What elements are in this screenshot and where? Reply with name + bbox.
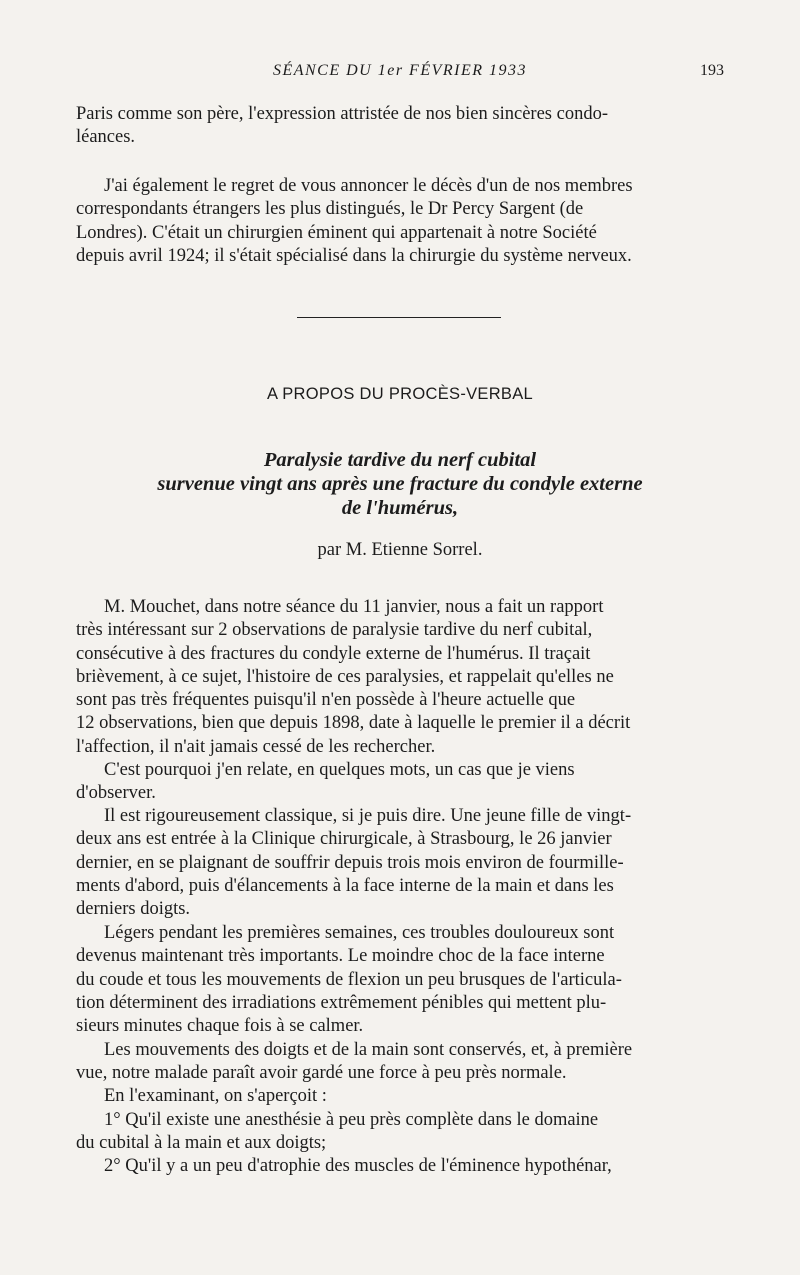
text-line: devenus maintenant très importants. Le moindre choc de la face interne: [76, 946, 605, 967]
body-paragraph: [76, 1109, 723, 1156]
text-line: du coude et tous les mouvements de flexion un peu brusques de l'articula-: [76, 969, 622, 990]
text-line: 12 observations, bien que depuis 1898, date à laquelle le premier il a décrit: [76, 713, 631, 734]
body-paragraph: [76, 805, 723, 921]
running-head: [76, 62, 724, 86]
text-line: tion déterminent des irradiations extrêmement pénibles qui mettent plu-: [76, 992, 607, 1013]
intro-paragraph: [76, 175, 723, 268]
text-line: ments d'abord, puis d'élancements à la face interne de la main et dans les: [76, 875, 614, 896]
intro-paragraph: [76, 103, 723, 150]
article-title: [76, 448, 724, 520]
text-line: Il est rigoureusement classique, si je puis dire. Une jeune fille de vingt-: [104, 806, 632, 826]
text-line: correspondants étrangers les plus distingués, le Dr Percy Sargent (de: [76, 199, 584, 220]
text-line: Paris comme son père, l'expression attristée de nos bien sincères condo-: [76, 104, 608, 124]
body-paragraph: [76, 1155, 723, 1178]
running-title: SÉANCE DU 1er FÉVRIER 1933: [272, 62, 528, 79]
body-paragraph: [76, 1085, 723, 1108]
text-line: l'affection, il n'ait jamais cessé de les rechercher.: [76, 736, 436, 757]
author-byline: par M. Etienne Sorrel.: [317, 540, 483, 560]
body-paragraph: [76, 759, 723, 806]
text-line: brièvement, à ce sujet, l'histoire de ces paralysies, et rappelait qu'elles ne: [76, 666, 614, 687]
text-line: très intéressant sur 2 observations de paralysie tardive du nerf cubital,: [76, 620, 593, 641]
text-line: vue, notre malade paraît avoir gardé une force à peu près normale.: [76, 1063, 567, 1084]
text-line: En l'examinant, on s'aperçoit :: [104, 1086, 327, 1106]
section-divider: [297, 317, 501, 318]
body-paragraph: [76, 922, 723, 1038]
text-line: léances.: [76, 127, 136, 148]
text-line: d'observer.: [76, 783, 156, 804]
text-line: dernier, en se plaignant de souffrir depuis trois mois environ de fourmille-: [76, 852, 624, 873]
text-line: Légers pendant les premières semaines, ces troubles douloureux sont: [104, 923, 615, 943]
text-line: Londres). C'était un chirurgien éminent qui appartenait à notre Société: [76, 222, 597, 243]
text-line: sont pas très fréquentes puisqu'il n'en possède à l'heure actuelle que: [76, 690, 576, 711]
text-line: J'ai également le regret de vous annoncer le décès d'un de nos membres: [104, 176, 633, 196]
text-line: derniers doigts.: [76, 899, 191, 920]
text-line: deux ans est entrée à la Clinique chirurgicale, à Strasbourg, le 26 janvier: [76, 829, 612, 850]
article-title-line: de l'humérus,: [341, 497, 459, 519]
article-title-line: Paralysie tardive du nerf cubital: [263, 449, 537, 471]
text-line: consécutive à des fractures du condyle externe de l'humérus. Il traçait: [76, 643, 591, 664]
body-paragraph: [76, 596, 723, 759]
text-line: 2° Qu'il y a un peu d'atrophie des muscles de l'éminence hypothénar,: [104, 1156, 612, 1176]
text-line: sieurs minutes chaque fois à se calmer.: [76, 1016, 364, 1037]
body-paragraph: [76, 1039, 723, 1086]
text-line: M. Mouchet, dans notre séance du 11 janvier, nous a fait un rapport: [104, 597, 604, 617]
article-title-line: survenue vingt ans après une fracture du condyle externe: [157, 473, 643, 495]
text-line: depuis avril 1924; il s'était spécialisé dans la chirurgie du système nerveux.: [76, 245, 632, 266]
text-line: Les mouvements des doigts et de la main sont conservés, et, à première: [104, 1040, 633, 1060]
text-line: du cubital à la main et aux doigts;: [76, 1133, 327, 1154]
section-heading: A PROPOS DU PROCÈS-VERBAL: [266, 385, 534, 403]
text-line: 1° Qu'il existe une anesthésie à peu près complète dans le domaine: [104, 1110, 599, 1130]
page-number: 193: [700, 62, 724, 79]
text-line: C'est pourquoi j'en relate, en quelques mots, un cas que je viens: [104, 760, 575, 780]
